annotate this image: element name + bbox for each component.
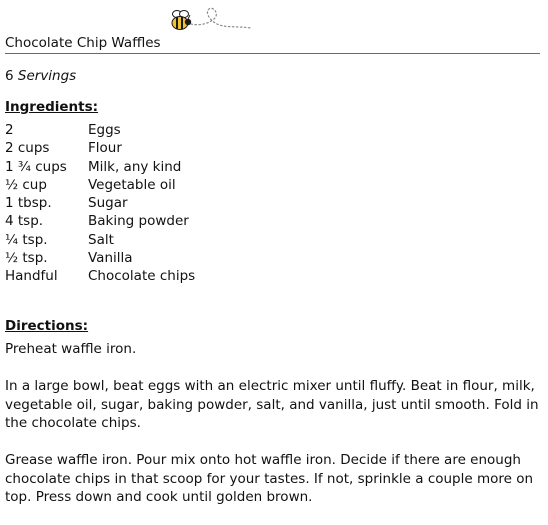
ingredient-name: Baking powder bbox=[88, 213, 189, 230]
servings-unit: Servings bbox=[17, 68, 77, 84]
ingredient-name: Sugar bbox=[88, 195, 128, 212]
title-divider bbox=[5, 53, 540, 54]
ingredient-row bbox=[5, 194, 405, 212]
ingredient-row bbox=[5, 139, 405, 157]
ingredient-quantity: ½ tsp. bbox=[5, 250, 48, 267]
ingredient-row bbox=[5, 158, 405, 176]
ingredient-row bbox=[5, 249, 405, 267]
directions-list bbox=[5, 340, 540, 525]
recipe-page bbox=[5, 0, 540, 512]
ingredient-row bbox=[5, 212, 405, 230]
recipe-title: Chocolate Chip Waffles bbox=[5, 35, 161, 51]
ingredient-name: Vegetable oil bbox=[88, 176, 176, 193]
ingredient-quantity: 2 cups bbox=[5, 140, 50, 157]
ingredient-quantity: ½ cup bbox=[5, 176, 47, 193]
ingredient-name: Eggs bbox=[88, 122, 121, 138]
ingredient-quantity: Handful bbox=[5, 268, 58, 285]
ingredient-quantity: 2 bbox=[5, 122, 14, 138]
servings-number: 6 bbox=[5, 68, 14, 84]
ingredient-row bbox=[5, 176, 405, 194]
ingredient-quantity: 1 tbsp. bbox=[5, 195, 52, 212]
ingredient-quantity: 1 ¾ cups bbox=[5, 158, 67, 175]
direction-step: Preheat waffle iron. bbox=[5, 341, 137, 357]
ingredient-row bbox=[5, 231, 405, 249]
ingredient-quantity: ¼ tsp. bbox=[5, 231, 48, 248]
ingredients-list bbox=[5, 121, 405, 286]
ingredient-name: Flour bbox=[88, 140, 122, 157]
directions-heading: Directions: bbox=[5, 318, 89, 334]
servings bbox=[5, 67, 76, 85]
ingredient-name: Chocolate chips bbox=[88, 268, 196, 285]
ingredient-name: Milk, any kind bbox=[88, 158, 182, 175]
ingredient-name: Salt bbox=[88, 231, 114, 248]
ingredients-heading: Ingredients: bbox=[5, 99, 99, 115]
ingredient-row bbox=[5, 267, 405, 285]
bee-icon bbox=[169, 4, 255, 34]
direction-step: In a large bowl, beat eggs with an electric mixer until fluffy. Beat in flour, milk, vegetable oil, sugar, baking powder, salt, and vanilla, just until smooth. Fold in the chocolate chips. bbox=[5, 378, 539, 431]
direction-step: Grease waffle iron. Pour mix onto hot waffle iron. Decide if there are enough chocolate chips in that scoop for your tastes. If not, sprinkle a couple more on top. Press down and cook until golden brown. bbox=[5, 452, 534, 505]
ingredient-row bbox=[5, 121, 405, 139]
ingredient-quantity: 4 tsp. bbox=[5, 213, 44, 230]
ingredient-name: Vanilla bbox=[88, 250, 133, 267]
